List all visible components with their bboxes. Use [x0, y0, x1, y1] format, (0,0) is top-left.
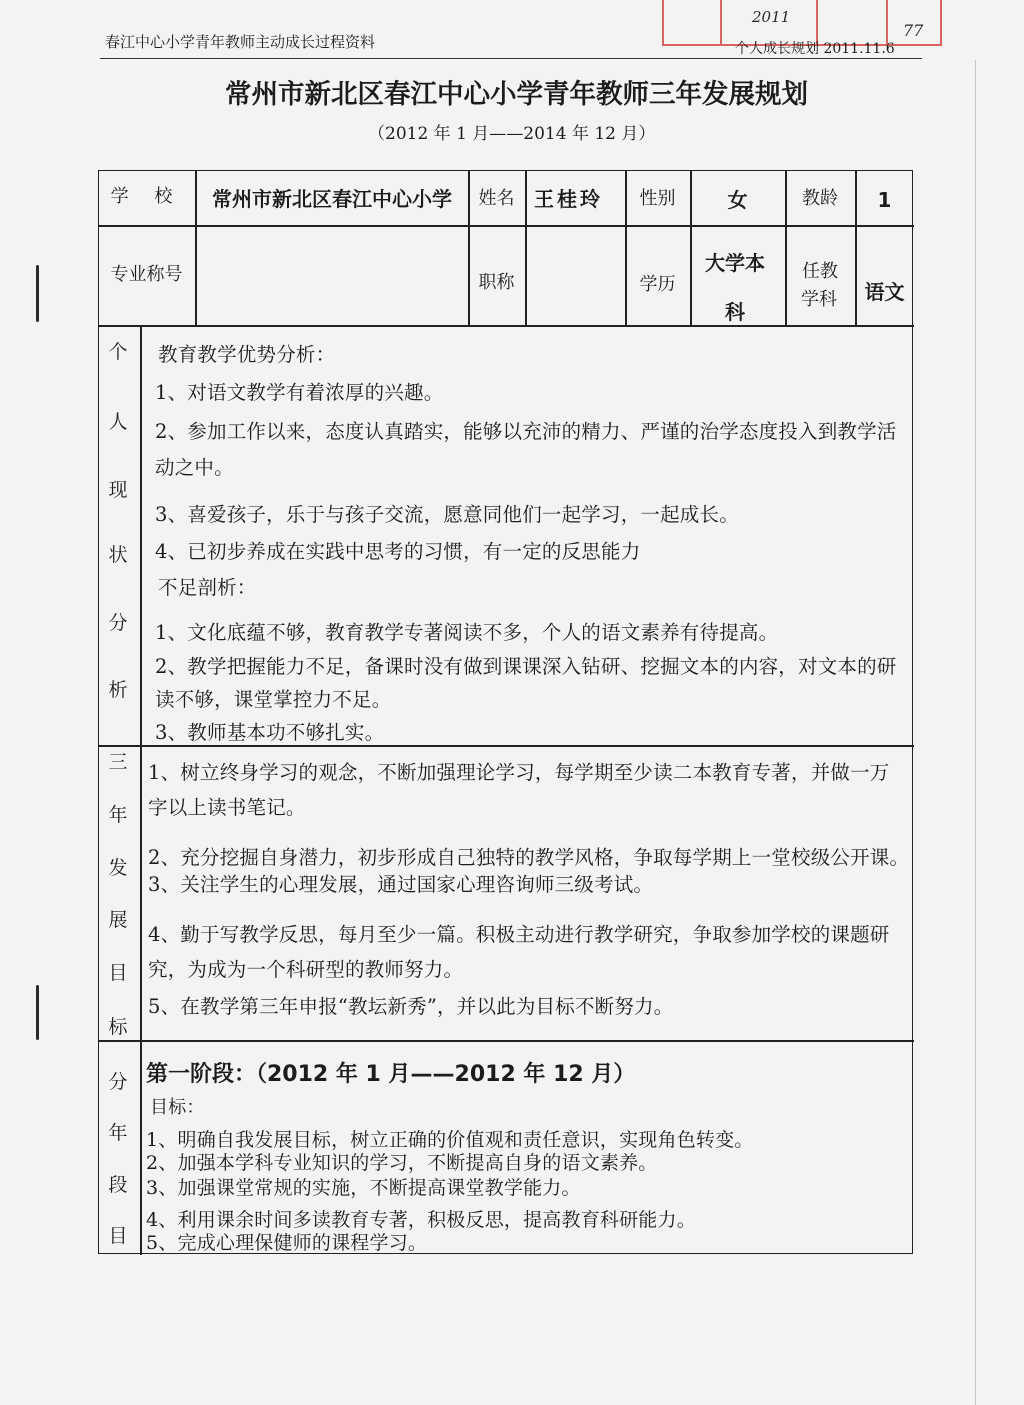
handwritten-page-number: 77 — [903, 21, 924, 40]
running-header-right: 个人成长规划 2011.11.6 — [735, 41, 895, 57]
plan-table — [98, 170, 913, 1254]
analysis-label-char: 现 — [108, 479, 128, 501]
analysis-label-char: 人 — [108, 411, 128, 433]
binding-mark-bottom — [36, 985, 39, 1040]
handwritten-year: 2011 — [752, 8, 791, 26]
teaching-years-value: 1 — [877, 188, 892, 212]
strength-line: 4、已初步养成在实践中思考的习惯，有一定的反思能力 — [155, 540, 641, 563]
goal-line: 5、在教学第三年申报“教坛新秀”，并以此为目标不断努力。 — [148, 995, 674, 1018]
subject-label-line1: 任教 — [802, 261, 838, 282]
gender-label: 性别 — [639, 188, 676, 209]
underlying-page-edge — [975, 60, 976, 1405]
table-column-rule — [195, 170, 197, 325]
education-value-line1: 大学本 — [705, 251, 765, 275]
table-rule — [98, 1040, 914, 1042]
stage-goal-line: 2、加强本学科专业知识的学习，不断提高自身的语文素养。 — [146, 1152, 658, 1174]
weaknesses-heading: 不足剖析： — [158, 576, 257, 599]
analysis-label-char: 状 — [108, 544, 128, 566]
goal-line: 1、树立终身学习的观念，不断加强理论学习，每学期至少读二本教育专著，并做一万 — [148, 761, 890, 784]
name-value: 王桂玲 — [534, 187, 603, 211]
subject-label-line2: 学科 — [801, 289, 837, 310]
goals-label-char: 标 — [108, 1016, 128, 1038]
strength-line: 1、对语文教学有着浓厚的兴趣。 — [155, 381, 444, 404]
strength-line: 动之中。 — [155, 456, 234, 479]
table-column-rule — [525, 170, 527, 325]
stage-goal-line: 3、加强课堂常规的实施，不断提高课堂教学能力。 — [146, 1177, 581, 1199]
received-stamp — [662, 0, 942, 46]
analysis-label-char: 析 — [108, 679, 128, 701]
stamp-divider — [816, 0, 818, 44]
stage-goal-line: 1、明确自我发展目标，树立正确的价值观和责任意识，实现角色转变。 — [146, 1129, 754, 1151]
stage-goal-line: 4、利用课余时间多读教育专著，积极反思，提高教育科研能力。 — [146, 1209, 696, 1231]
rank-label: 职称 — [478, 272, 515, 293]
stamp-divider — [720, 0, 722, 44]
table-column-rule — [140, 325, 142, 1255]
name-label: 姓名 — [478, 188, 515, 209]
document-period: （2012 年 1 月——2014 年 12 月） — [368, 124, 656, 144]
stage-goal-line: 5、完成心理保健师的课程学习。 — [146, 1232, 428, 1254]
stages-label-char: 年 — [108, 1122, 128, 1144]
stages-label-char: 段 — [108, 1174, 128, 1196]
table-rule — [98, 745, 914, 747]
weakness-line: 1、文化底蕴不够，教育教学专著阅读不多，个人的语文素养有待提高。 — [155, 621, 779, 644]
goal-line: 2、充分挖掘自身潜力，初步形成自己独特的教学风格，争取每学期上一堂校级公开课。 — [148, 846, 910, 869]
binding-mark-top — [36, 265, 39, 322]
goals-label-char: 展 — [108, 909, 128, 931]
weakness-line: 3、教师基本功不够扎实。 — [155, 721, 385, 744]
professional-honor-label: 专业称号 — [110, 264, 183, 285]
stages-label-char: 分 — [108, 1071, 128, 1093]
table-rule — [98, 225, 914, 227]
weakness-line: 2、教学把握能力不足，备课时没有做到课课深入钻研、挖掘文本的内容，对文本的研 — [155, 655, 897, 678]
goal-line: 字以上读书笔记。 — [148, 796, 306, 819]
goal-line: 究，为成为一个科研型的教师努力。 — [148, 958, 464, 981]
gender-value: 女 — [727, 188, 748, 212]
strengths-heading: 教育教学优势分析： — [158, 343, 336, 366]
goals-label-char: 年 — [108, 804, 128, 826]
running-header-left: 春江中心小学青年教师主动成长过程资料 — [105, 33, 376, 51]
education-value-line2: 科 — [725, 300, 745, 324]
analysis-label-char: 个 — [108, 341, 128, 363]
teaching-years-label: 教龄 — [802, 188, 838, 209]
goals-label-char: 目 — [108, 962, 128, 984]
analysis-label-char: 分 — [108, 612, 128, 634]
stage-title: 第一阶段：（2012 年 1 月——2012 年 12 月） — [146, 1062, 636, 1087]
goals-label-char: 三 — [108, 751, 128, 773]
goal-line: 3、关注学生的心理发展，通过国家心理咨询师三级考试。 — [148, 873, 654, 896]
stamp-divider — [886, 0, 888, 44]
header-rule — [100, 58, 922, 59]
stage-goals-label: 目标： — [150, 1097, 205, 1118]
stages-label-char: 目 — [108, 1225, 128, 1247]
weakness-line: 读不够，课堂掌控力不足。 — [155, 688, 392, 711]
school-label: 学 校 — [110, 186, 183, 207]
strength-line: 2、参加工作以来，态度认真踏实，能够以充沛的精力、严谨的治学态度投入到教学活 — [155, 420, 897, 443]
document-title: 常州市新北区春江中心小学青年教师三年发展规划 — [225, 79, 808, 110]
subject-value: 语文 — [864, 280, 905, 304]
table-rule — [98, 325, 914, 327]
strength-line: 3、喜爱孩子，乐于与孩子交流，愿意同他们一起学习，一起成长。 — [155, 503, 739, 526]
goals-label-char: 发 — [108, 857, 128, 879]
school-value: 常州市新北区春江中心小学 — [212, 187, 452, 211]
education-label: 学历 — [639, 274, 676, 295]
goal-line: 4、勤于写教学反思，每月至少一篇。积极主动进行教学研究，争取参加学校的课题研 — [148, 923, 890, 946]
